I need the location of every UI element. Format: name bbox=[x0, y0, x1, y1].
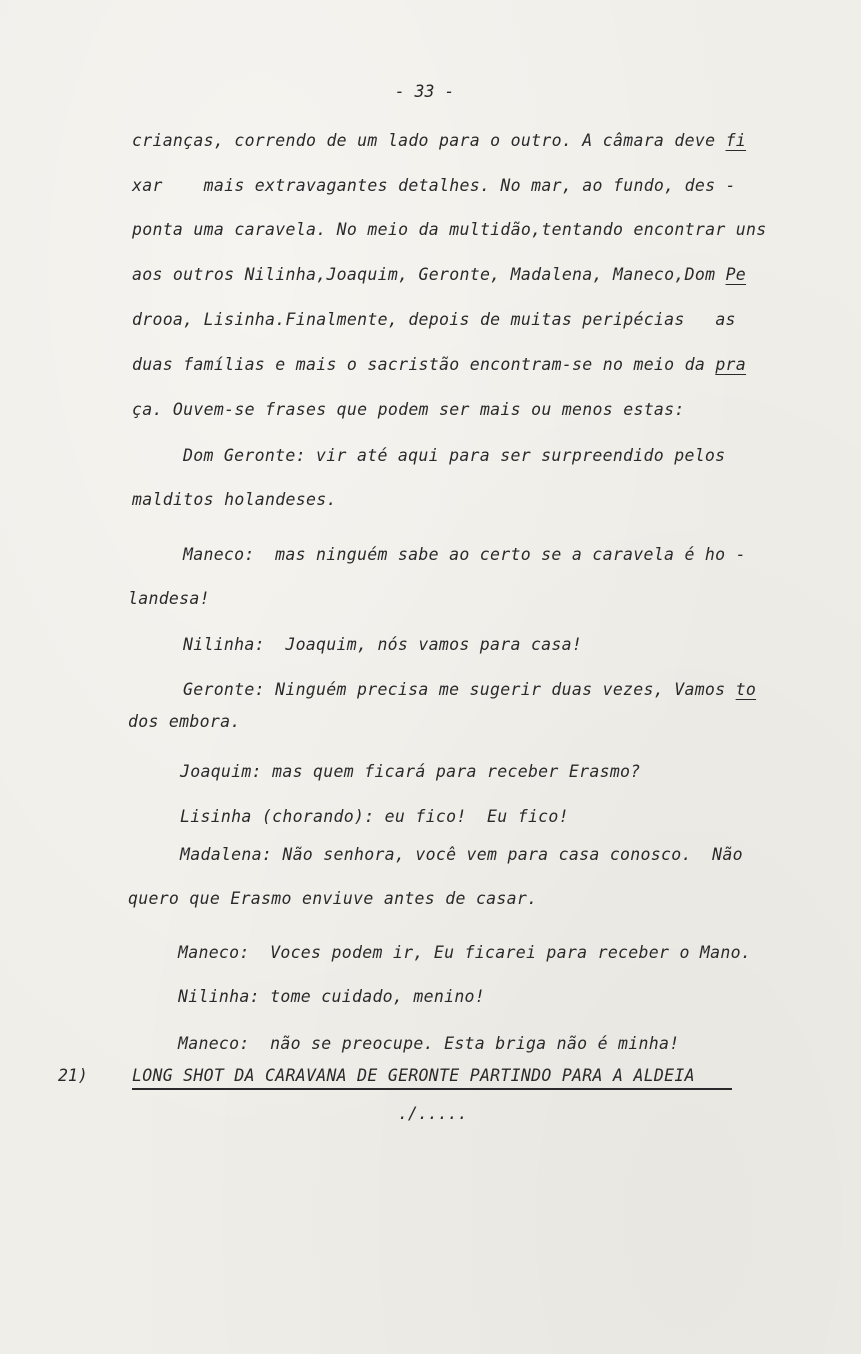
dialogue-line-continued: landesa! bbox=[128, 589, 210, 608]
text-line-1: crianças, correndo de um lado para o outro. A câmara deve fi bbox=[132, 131, 747, 150]
dialogue-line-geronte: Geronte: Ninguém precisa me sugerir duas vezes, Vamos to bbox=[183, 680, 757, 699]
continuation-mark: ./..... bbox=[398, 1104, 468, 1123]
dialogue-line-nilinha-1: Nilinha: Joaquim, nós vamos para casa! bbox=[183, 635, 583, 654]
scene-heading: LONG SHOT DA CARAVANA DE GERONTE PARTINDO PARA A ALDEIA bbox=[132, 1066, 695, 1085]
dialogue-line-maneco-1: Maneco: mas ninguém sabe ao certo se a caravela é ho - bbox=[183, 545, 746, 564]
dialogue-line-maneco-3: Maneco: não se preocupe. Esta briga não é minha! bbox=[178, 1034, 680, 1053]
dialogue-line-continued: dos embora. bbox=[128, 712, 241, 731]
text-line-5: drooa, Lisinha.Finalmente, depois de muitas peripécias as bbox=[132, 310, 736, 329]
text-line-7: ça. Ouvem-se frases que podem ser mais ou menos estas: bbox=[132, 400, 685, 419]
dialogue-line-continued: quero que Erasmo enviuve antes de casar. bbox=[128, 889, 538, 908]
text-line-4: aos outros Nilinha,Joaquim, Geronte, Madalena, Maneco,Dom Pe bbox=[132, 265, 747, 284]
dialogue-line-continued: malditos holandeses. bbox=[132, 490, 337, 509]
text-line-3: ponta uma caravela. No meio da multidão,tentando encontrar uns bbox=[132, 220, 767, 239]
dialogue-line-joaquim: Joaquim: mas quem ficará para receber Erasmo? bbox=[180, 762, 641, 781]
dialogue-line-dom-geronte: Dom Geronte: vir até aqui para ser surpreendido pelos bbox=[183, 446, 726, 465]
dialogue-line-nilinha-2: Nilinha: tome cuidado, menino! bbox=[178, 987, 486, 1006]
text-line-6: duas famílias e mais o sacristão encontram-se no meio da pra bbox=[132, 355, 747, 374]
scene-heading-underline bbox=[132, 1088, 732, 1090]
scene-number: 21) bbox=[58, 1066, 88, 1085]
dialogue-line-lisinha: Lisinha (chorando): eu fico! Eu fico! bbox=[180, 807, 569, 826]
text-line-2: xar mais extravagantes detalhes. No mar, ao fundo, des - bbox=[132, 176, 736, 195]
dialogue-line-maneco-2: Maneco: Voces podem ir, Eu ficarei para receber o Mano. bbox=[178, 943, 752, 962]
page-number: - 33 - bbox=[394, 82, 455, 101]
dialogue-line-madalena: Madalena: Não senhora, você vem para casa conosco. Não bbox=[180, 845, 743, 864]
